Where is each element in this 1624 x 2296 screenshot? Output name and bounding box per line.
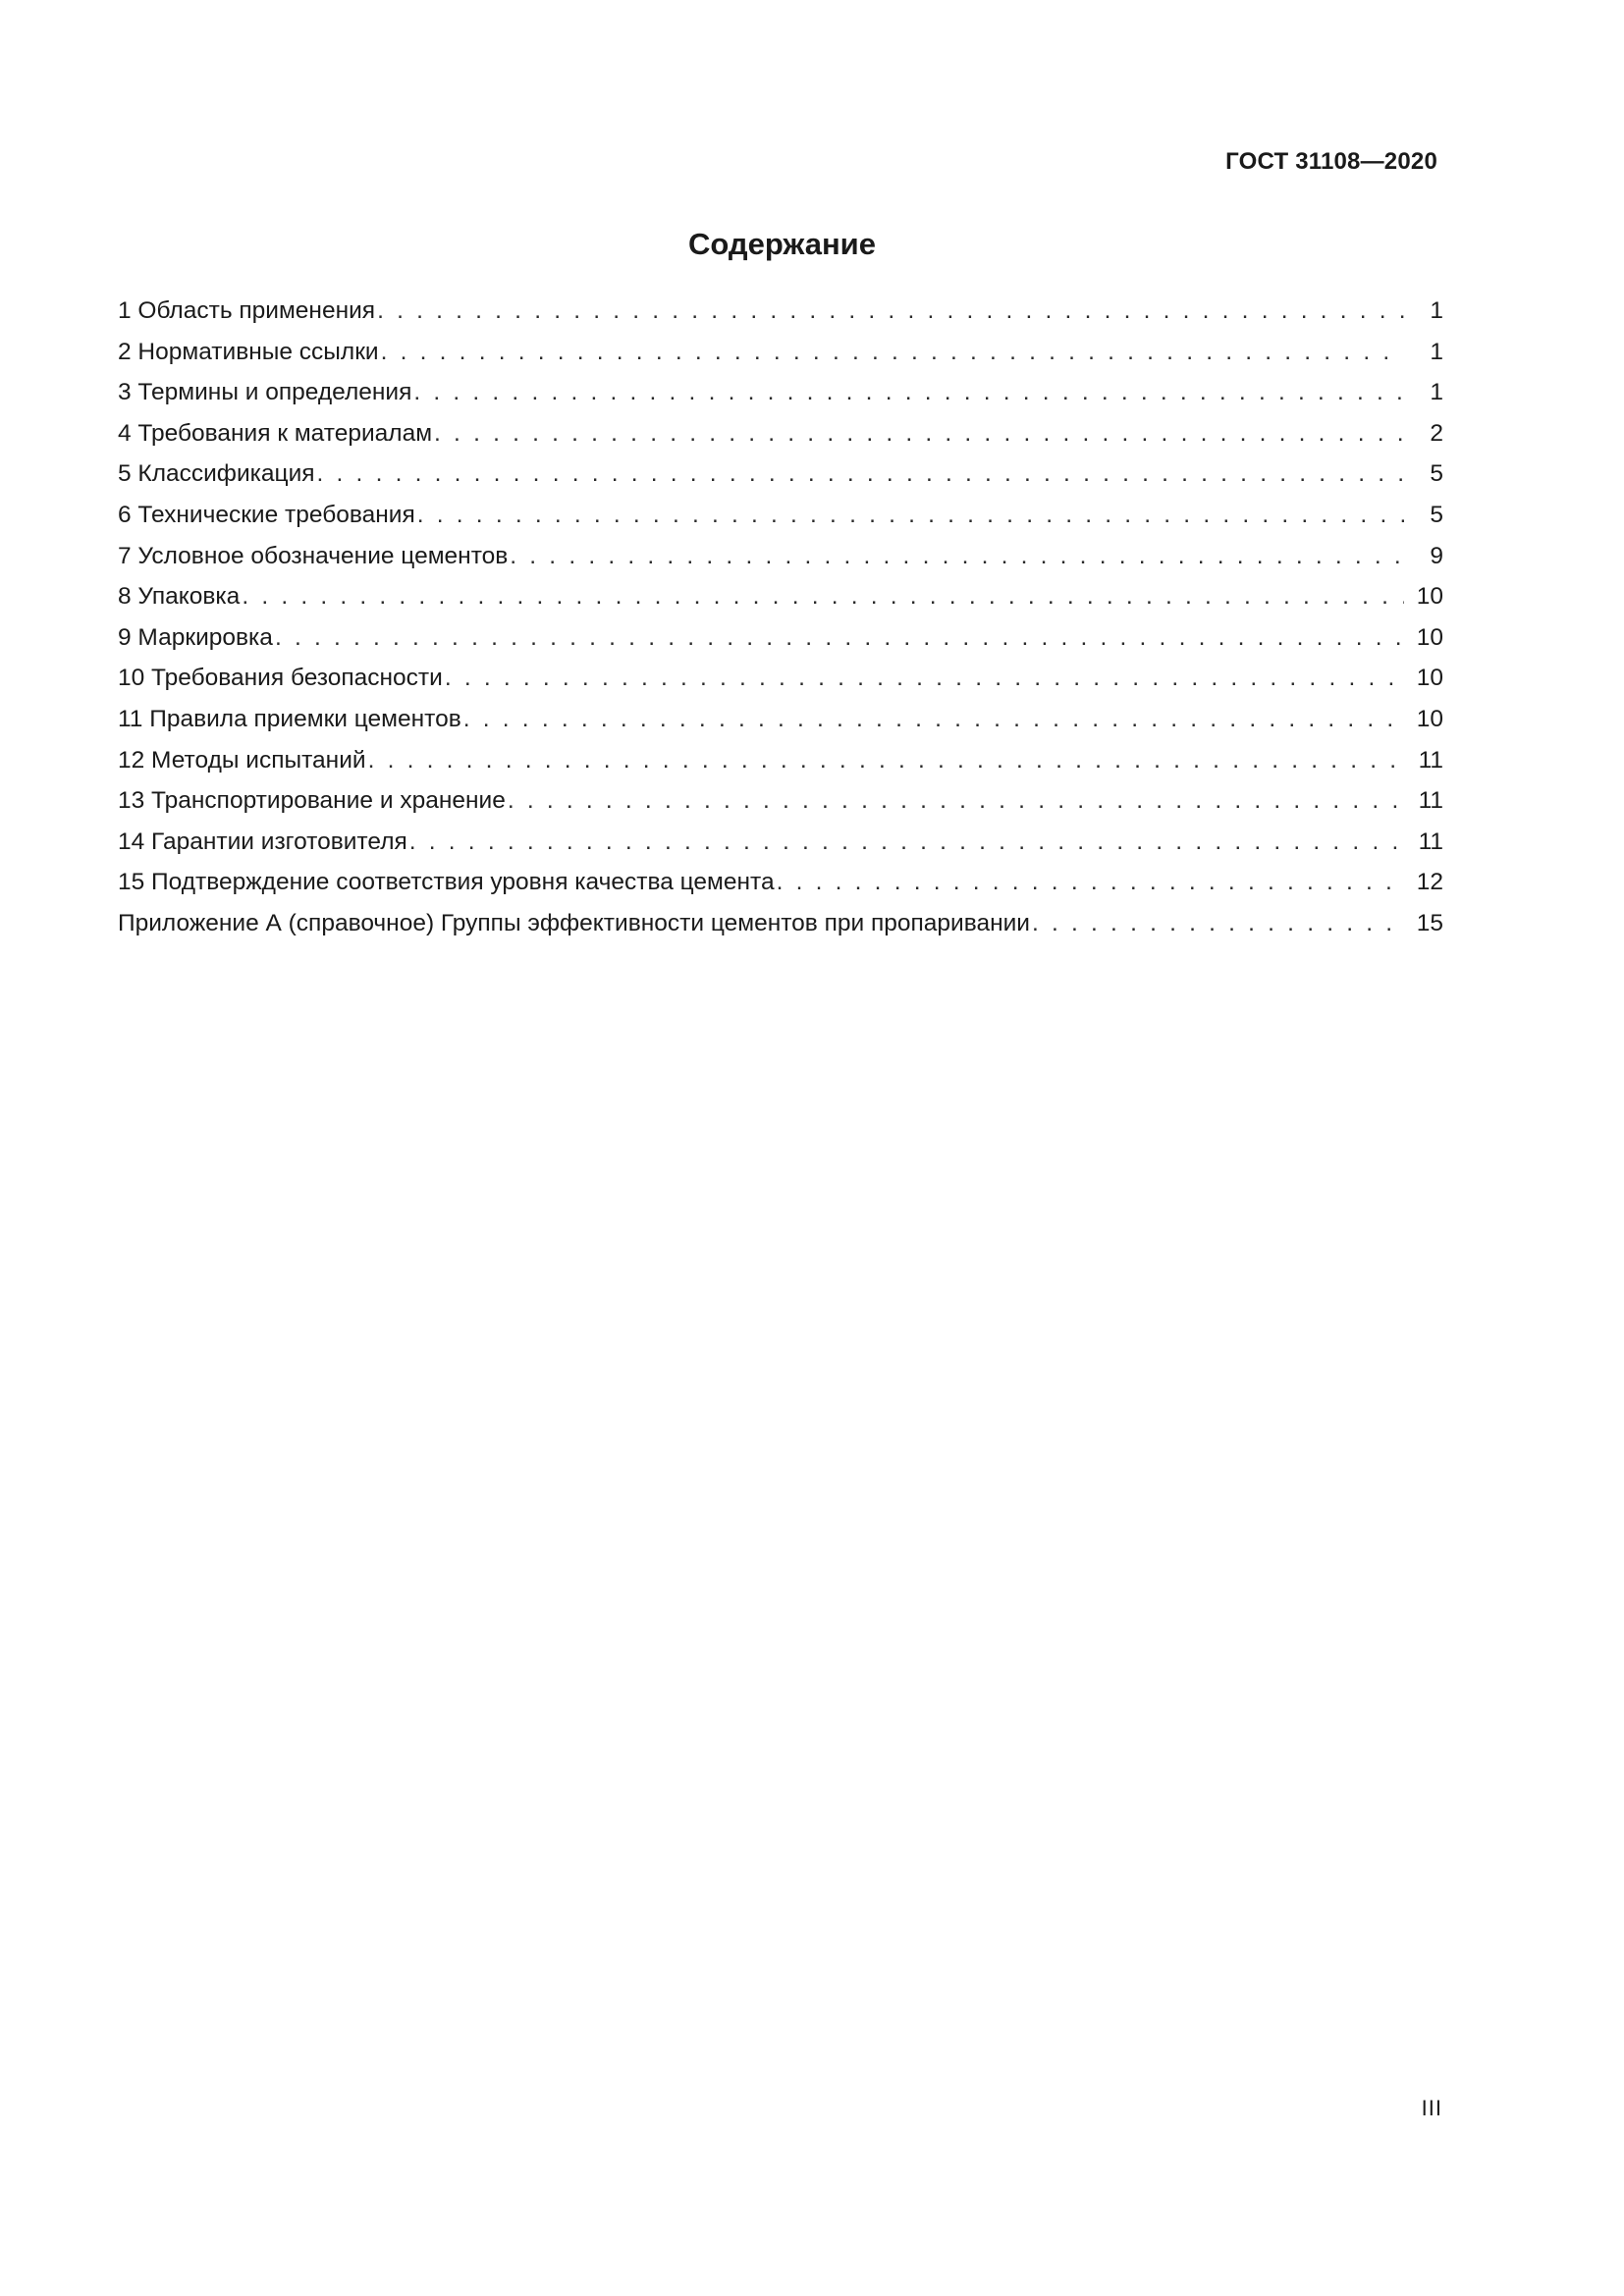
toc-entry[interactable] [118,536,1443,577]
toc-entry[interactable] [118,740,1443,781]
toc-entry-label: 14 Гарантии изготовителя [118,828,407,855]
toc-entry-label: Приложение А (справочное) Группы эффективности цементов при пропаривании [118,909,1030,936]
toc-entry-page: 12 [1416,869,1443,896]
toc-entry[interactable] [118,903,1443,944]
toc-entry-label: 12 Методы испытаний [118,746,366,774]
toc-entry[interactable] [118,822,1443,863]
toc-entry-label: 8 Упаковка [118,583,241,611]
toc-entry-label: 10 Требования безопасности [118,665,443,692]
toc-leader-dots [317,454,1404,495]
toc-leader-dots [434,413,1404,454]
toc-entry-page: 9 [1430,542,1443,569]
toc-entry-label: 2 Нормативные ссылки [118,338,379,365]
toc-entry-page: 5 [1430,501,1443,528]
toc-leader-dots [368,740,1404,781]
toc-entry-label: 13 Транспортирование и хранение [118,787,506,815]
toc-entry-page: 1 [1430,297,1443,324]
toc-entry-label: 15 Подтверждение соответствия уровня качества цемента [118,869,775,896]
toc-entry-label: 5 Классификация [118,460,315,488]
toc-leader-dots [381,332,1404,373]
toc-entry-label: 4 Требования к материалам [118,419,433,447]
toc-entry-label: 1 Область применения [118,297,376,324]
toc-leader-dots [413,372,1404,413]
toc-entry[interactable] [118,495,1443,536]
toc-entry-label: 11 Правила приемки цементов [118,705,461,732]
toc-entry[interactable] [118,291,1443,332]
table-of-contents [118,291,1443,944]
toc-leader-dots [463,699,1404,740]
toc-entry[interactable] [118,454,1443,495]
toc-entry-page: 11 [1418,787,1443,815]
toc-entry-page: 11 [1418,828,1443,855]
toc-leader-dots [409,822,1404,863]
toc-entry-page: 10 [1416,583,1443,611]
toc-entry[interactable] [118,576,1443,617]
toc-entry-page: 1 [1430,379,1443,406]
toc-entry-page: 15 [1416,909,1443,936]
toc-entry[interactable] [118,413,1443,454]
toc-leader-dots [1032,903,1404,944]
toc-entry-page: 10 [1416,705,1443,732]
toc-entry-page: 10 [1416,665,1443,692]
toc-entry-page: 11 [1418,746,1443,774]
toc-title: Содержание [688,227,876,261]
toc-entry-label: 9 Маркировка [118,623,273,651]
toc-leader-dots [242,576,1404,617]
toc-entry-label: 6 Технические требования [118,501,415,528]
toc-entry-page: 2 [1430,419,1443,447]
page-number: III [1421,2096,1442,2120]
toc-entry[interactable] [118,780,1443,822]
toc-entry-page: 10 [1416,623,1443,651]
toc-leader-dots [377,291,1404,332]
toc-leader-dots [445,658,1404,699]
toc-entry[interactable] [118,372,1443,413]
toc-leader-dots [510,536,1404,577]
toc-leader-dots [275,617,1404,659]
toc-leader-dots [417,495,1404,536]
toc-leader-dots [508,780,1404,822]
toc-entry[interactable] [118,699,1443,740]
toc-entry-label: 7 Условное обозначение цементов [118,542,509,569]
toc-entry[interactable] [118,658,1443,699]
toc-leader-dots [777,862,1404,903]
document-code: ГОСТ 31108—2020 [1225,148,1437,175]
toc-entry-page: 5 [1430,460,1443,488]
toc-entry-label: 3 Термины и определения [118,379,412,406]
toc-entry-page: 1 [1430,338,1443,365]
toc-entry[interactable] [118,617,1443,659]
toc-entry[interactable] [118,332,1443,373]
toc-entry[interactable] [118,862,1443,903]
